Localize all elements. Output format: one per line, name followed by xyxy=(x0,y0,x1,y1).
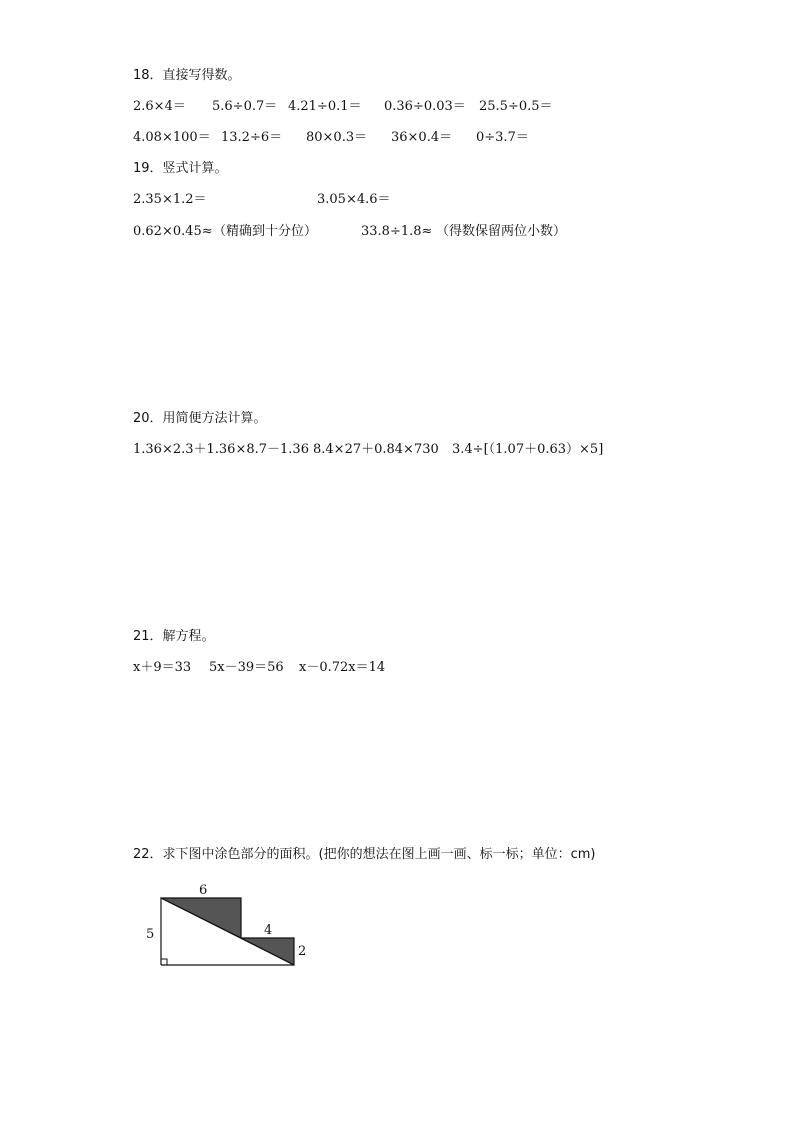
figure-label-left: 5 xyxy=(146,927,155,942)
q18-expr: 36×0.4＝ xyxy=(391,130,453,145)
q19-row-2 xyxy=(133,224,693,240)
q21-row-1 xyxy=(133,660,693,676)
figure-label-top: 6 xyxy=(199,883,208,898)
q18-row-1 xyxy=(133,99,693,115)
q18-expr: 5.6÷0.7＝ xyxy=(212,99,278,114)
right-angle-mark xyxy=(161,959,167,965)
shaded-area-figure xyxy=(140,876,320,976)
figure-label-middle: 4 xyxy=(264,923,273,938)
q19-expr: 33.8÷1.8≈ xyxy=(361,224,433,239)
q18-expr: 80×0.3＝ xyxy=(306,130,368,145)
q20-expr: 1.36×2.3＋1.36×8.7－1.36 xyxy=(133,442,309,457)
q18-row-2 xyxy=(133,130,693,146)
q20-expr: 8.4×27＋0.84×730 xyxy=(313,442,439,457)
q20-expr: 3.4÷[（1.07＋0.63）×5] xyxy=(452,442,604,457)
q18-expr: 2.6×4＝ xyxy=(133,99,186,114)
q20-row-1 xyxy=(133,442,693,458)
q21-equation: x＋9＝33 xyxy=(133,660,192,675)
q18-title: 18．直接写得数。 xyxy=(133,68,241,83)
q21-title: 21．解方程。 xyxy=(133,629,215,644)
q21-equation: x－0.72x＝14 xyxy=(299,660,386,675)
q19-note: （精确到十分位） xyxy=(213,224,318,239)
q18-expr: 13.2÷6＝ xyxy=(221,130,283,145)
q18-expr: 0.36÷0.03＝ xyxy=(384,99,466,114)
q19-expr: 2.35×1.2＝ xyxy=(133,192,207,207)
q19-expr: 0.62×0.45≈ xyxy=(133,224,213,239)
q18-expr: 4.21÷0.1＝ xyxy=(288,99,362,114)
q19-note: （得数保留两位小数） xyxy=(436,224,567,239)
q18-expr: 4.08×100＝ xyxy=(133,130,211,145)
q21-equation: 5x－39＝56 xyxy=(209,660,284,675)
q20-title: 20．用简便方法计算。 xyxy=(133,411,267,426)
figure-label-right: 2 xyxy=(298,944,307,959)
q18-expr: 0÷3.7＝ xyxy=(476,130,529,145)
q19-expr: 3.05×4.6＝ xyxy=(317,192,391,207)
q22-title: 22．求下图中涂色部分的面积。(把你的想法在图上画一画、标一标；单位：cm) xyxy=(133,847,596,862)
q19-row-1 xyxy=(133,192,693,208)
q18-expr: 25.5÷0.5＝ xyxy=(479,99,553,114)
q19-title: 19．竖式计算。 xyxy=(133,161,228,176)
